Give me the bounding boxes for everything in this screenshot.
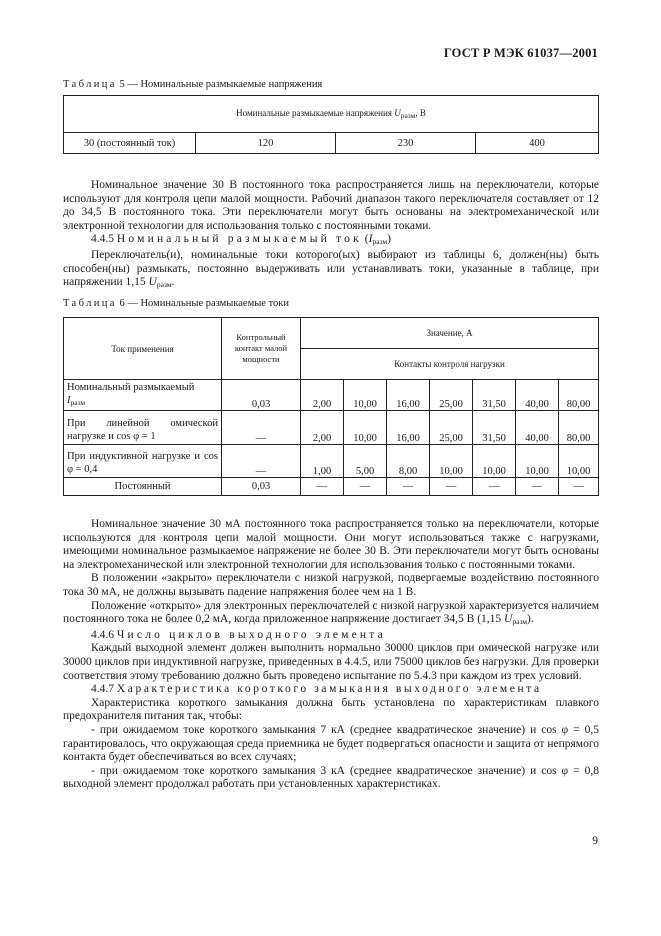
- table6-cell: 31,50: [473, 411, 516, 445]
- table6-cell: 16,00: [387, 411, 430, 445]
- table5-caption-prefix: Таблица: [63, 79, 117, 90]
- paragraph: [63, 600, 599, 629]
- text-block-2: [63, 518, 599, 792]
- heading-symbol: I: [368, 233, 373, 246]
- table6-col3-subheader: Контакты контроля нагрузки: [301, 349, 599, 380]
- punct: .: [171, 276, 175, 289]
- list-item: - при ожидаемом токе короткого замыкания 3 кА (среднее квадратическое значение) и cos φ = 0,8 выходной элемент продолжал работать при установленных характеристиках.: [63, 764, 599, 791]
- table6-row-label: При индуктивной нагрузке и cos φ = 0,4: [64, 445, 222, 478]
- table6-cell: —: [387, 478, 430, 496]
- heading-title: Характеристика короткого замыкания выходного элемента: [116, 683, 542, 696]
- paragraph: Каждый выходной элемент должен выполнить нормально 30000 циклов при омической нагрузке или 30000 циклов при индуктивной нагрузке, приведенных в 4.4.5, или 75000 циклов без нагрузки. Для проверки соответствия этому требованию должно быть проведено испытание по 5.4.3 при каждом из трех условий.: [63, 642, 599, 682]
- paragraph: Номинальное значение 30 мА постоянного тока распространяется только на переключатели, которые используются для контроля цепи малой мощности. Они могут использоваться также с нагрузками, имеющими номинальное размыкаемое напряжение не более 30 В. Эти переключатели могут быть основаны на электромеханической или электронной технологии для использования только с постоянными токами.: [63, 518, 599, 571]
- paragraph: Номинальное значение 30 В постоянного тока распространяется лишь на переключатели, которые используют для контроля цепи малой мощности. Рабочий диапазон такого переключателя составляет от 12 до 34,5 В постоянного тока. Эти переключатели могут быть основаны на электромеханической или электронной технологии для использования только с постоянными токами.: [63, 179, 599, 232]
- table6-cell: 16,00: [387, 380, 430, 411]
- table6-cell: 8,00: [387, 445, 430, 478]
- table6-caption-prefix: Таблица: [63, 298, 117, 309]
- table6-cell: 25,00: [430, 380, 473, 411]
- table6-cell: 0,03: [222, 380, 301, 411]
- subscript: разм: [512, 617, 528, 627]
- table6-row: [64, 445, 599, 478]
- page-number: 9: [592, 835, 598, 847]
- section-heading-4-4-7: [63, 683, 599, 697]
- table6-col2-header: Контрольный контакт малой мощности: [222, 318, 301, 380]
- table6-cell: —: [559, 478, 599, 496]
- table6: [63, 317, 599, 496]
- table5-header: [64, 96, 599, 133]
- table6-cell: —: [473, 478, 516, 496]
- heading-subscript: разм: [372, 237, 388, 247]
- table6-cell: 10,00: [344, 411, 387, 445]
- paragraph: Характеристика короткого замыкания должна быть установлена по характеристикам плавкого предохранителя питания так, чтобы:: [63, 696, 599, 723]
- table6-caption-text: 6 — Номинальные размыкаемые токи: [119, 298, 290, 309]
- table6-row-label: При линейной омической нагрузке и cos φ = 1: [64, 411, 222, 445]
- table6-cell: 10,00: [516, 445, 559, 478]
- table5-header-subscript: разм: [400, 111, 416, 120]
- table6-row-label: [64, 380, 222, 411]
- table6-cell: 10,00: [430, 445, 473, 478]
- table5-caption: [63, 79, 322, 90]
- paragraph-text: Положение «открыто» для электронных переключателей с низкой нагрузкой характеризуется наличием постоянного тока не более 0,2 мА, когда приложенное напряжение достигает 34,5 В (1,15: [63, 599, 599, 626]
- table5-cell: 120: [196, 133, 336, 154]
- section-heading-4-4-6: [63, 629, 599, 643]
- row-label-subscript: разм: [70, 398, 86, 407]
- section-heading-4-4-5: 4.4.5 Номинальный размыкаемый ток $(I_{разм})$: [91, 233, 391, 247]
- text-block-1: [63, 179, 599, 292]
- table6-cell: 5,00: [344, 445, 387, 478]
- row-label-text: Номинальный размыкаемый: [67, 382, 195, 393]
- table5-cell: 400: [476, 133, 599, 154]
- heading-title: Номинальный размыкаемый ток: [116, 233, 362, 246]
- table6-row: [64, 411, 599, 445]
- list-item: - при ожидаемом токе короткого замыкания 7 кА (среднее квадратическое значение) и cos φ = 0,5 гарантировалось, что окружающая среда приемника не будет подвергаться опасности и защита от непрямого контакта будет обеспечиваться во всех случаях;: [63, 723, 599, 764]
- table6-cell: 0,03: [222, 478, 301, 496]
- row-label-symbol: I: [67, 395, 71, 406]
- subscript: разм: [156, 280, 172, 290]
- symbol: U: [504, 613, 513, 626]
- heading-number: 4.4.7: [91, 683, 114, 696]
- table6-cell: 10,00: [344, 380, 387, 411]
- table5-header-label: Номинальные размыкаемые напряжения: [236, 108, 392, 118]
- table6-cell: 10,00: [473, 445, 516, 478]
- table6-cell: 1,00: [301, 445, 344, 478]
- table6-cell: —: [301, 478, 344, 496]
- table6-cell: 25,00: [430, 411, 473, 445]
- table6-cell: 80,00: [559, 380, 599, 411]
- table5-header-unit: , В: [415, 108, 426, 118]
- document-header: ГОСТ Р МЭК 61037—2001: [443, 46, 598, 60]
- table6-cell: 40,00: [516, 380, 559, 411]
- table6-cell: —: [222, 411, 301, 445]
- heading-title: Число циклов выходного элемента: [116, 628, 386, 641]
- symbol: U: [148, 276, 157, 289]
- table6-cell: 80,00: [559, 411, 599, 445]
- table6-cell: —: [344, 478, 387, 496]
- table6-cell: 31,50: [473, 380, 516, 411]
- table6-cell: 2,00: [301, 380, 344, 411]
- heading-number: 4.4.6: [91, 628, 114, 641]
- table5-header-symbol: U: [394, 108, 401, 118]
- table6-cell: —: [430, 478, 473, 496]
- paragraph: [63, 249, 599, 292]
- table6-col1-header: Ток применения: [64, 318, 222, 380]
- table6-row: [64, 380, 599, 411]
- table5-cell: 30 (постоянный ток): [64, 133, 196, 154]
- table5-caption-text: 5 — Номинальные размыкаемые напряжения: [119, 79, 323, 90]
- table6-cell: 10,00: [559, 445, 599, 478]
- table5-cell: 230: [336, 133, 476, 154]
- table6-cell: 40,00: [516, 411, 559, 445]
- table5: [63, 95, 599, 154]
- table6-row: [64, 478, 599, 496]
- punct: ).: [527, 613, 534, 626]
- paragraph: В положении «закрыто» переключатели с низкой нагрузкой, подвергаемые воздействию постоянного тока 30 мА, не должны вызывать падение напряжения более чем на 1 В.: [63, 572, 599, 598]
- table6-caption: [63, 298, 289, 309]
- heading-number: 4.4.5: [91, 233, 114, 246]
- table6-cell: —: [222, 445, 301, 478]
- table6-cell: —: [516, 478, 559, 496]
- table6-cell: 2,00: [301, 411, 344, 445]
- table6-col3-header: Значение, А: [301, 318, 599, 349]
- table6-row-label: Постоянный: [64, 478, 222, 496]
- paragraph-text: Переключатель(и), номинальные токи которого(ых) выбирают из таблицы 6, должен(ны) быть способен(ны) размыкать, постоянно выдерживать или устанавливать токи, указанные в таблице, при напряжении 1,15: [63, 248, 599, 289]
